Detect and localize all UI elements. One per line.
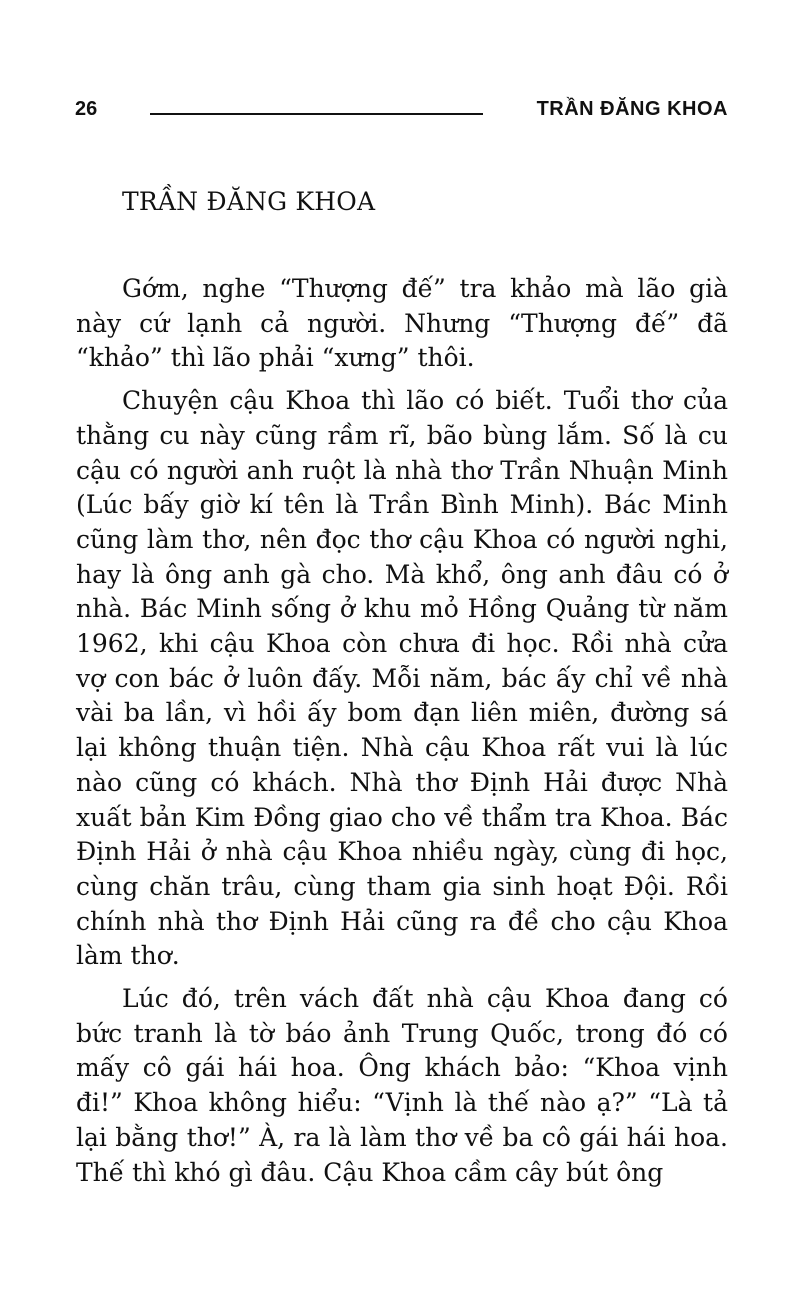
- page-header: [0, 96, 800, 130]
- speaker-name: TRẦN ĐĂNG KHOA: [122, 187, 376, 216]
- page-number: 26: [75, 98, 98, 120]
- header-rule: [150, 113, 483, 115]
- page-body: [76, 184, 728, 1198]
- paragraph: Lúc đó, trên vách đất nhà cậu Khoa đang có bức tranh là tờ báo ảnh Trung Quốc, trong đó có mấy cô gái hái hoa. Ông khách bảo: “Khoa vịnh đi!” Khoa không hiểu: “Vịnh là thế nào ạ?” “Là tả lại bằng thơ!” À, ra là làm thơ về ba cô gái hái hoa. Thế thì khó gì đâu. Cậu Khoa cầm cây bút ông: [76, 984, 728, 1187]
- running-head: TRẦN ĐĂNG KHOA: [536, 98, 728, 120]
- paragraph: Gớm, nghe “Thượng đế” tra khảo mà lão già này cứ lạnh cả người. Nhưng “Thượng đế” đã “khảo” thì lão phải “xưng” thôi.: [76, 274, 728, 373]
- paragraph: Chuyện cậu Khoa thì lão có biết. Tuổi thơ của thằng cu này cũng rầm rĩ, bão bùng lắm. Số là cu cậu có người anh ruột là nhà thơ Trần Nhuận Minh (Lúc bấy giờ kí tên là Trần Bình Minh). Bác Minh cũng làm thơ, nên đọc thơ cậu Khoa có người nghi, hay là ông anh gà cho. Mà khổ, ông anh đâu có ở nhà. Bác Minh sống ở khu mỏ Hồng Quảng từ năm 1962, khi cậu Khoa còn chưa đi học. Rồi nhà cửa vợ con bác ở luôn đấy. Mỗi năm, bác ấy chỉ về nhà vài ba lần, vì hồi ấy bom đạn liên miên, đường sá lại không thuận tiện. Nhà cậu Khoa rất vui là lúc nào cũng có khách. Nhà thơ Định Hải được Nhà xuất bản Kim Đồng giao cho về thẩm tra Khoa. Bác Định Hải ở nhà cậu Khoa nhiều ngày, cùng đi học, cùng chăn trâu, cùng tham gia sinh hoạt Đội. Rồi chính nhà thơ Định Hải cũng ra đề cho cậu Khoa làm thơ.: [76, 386, 728, 971]
